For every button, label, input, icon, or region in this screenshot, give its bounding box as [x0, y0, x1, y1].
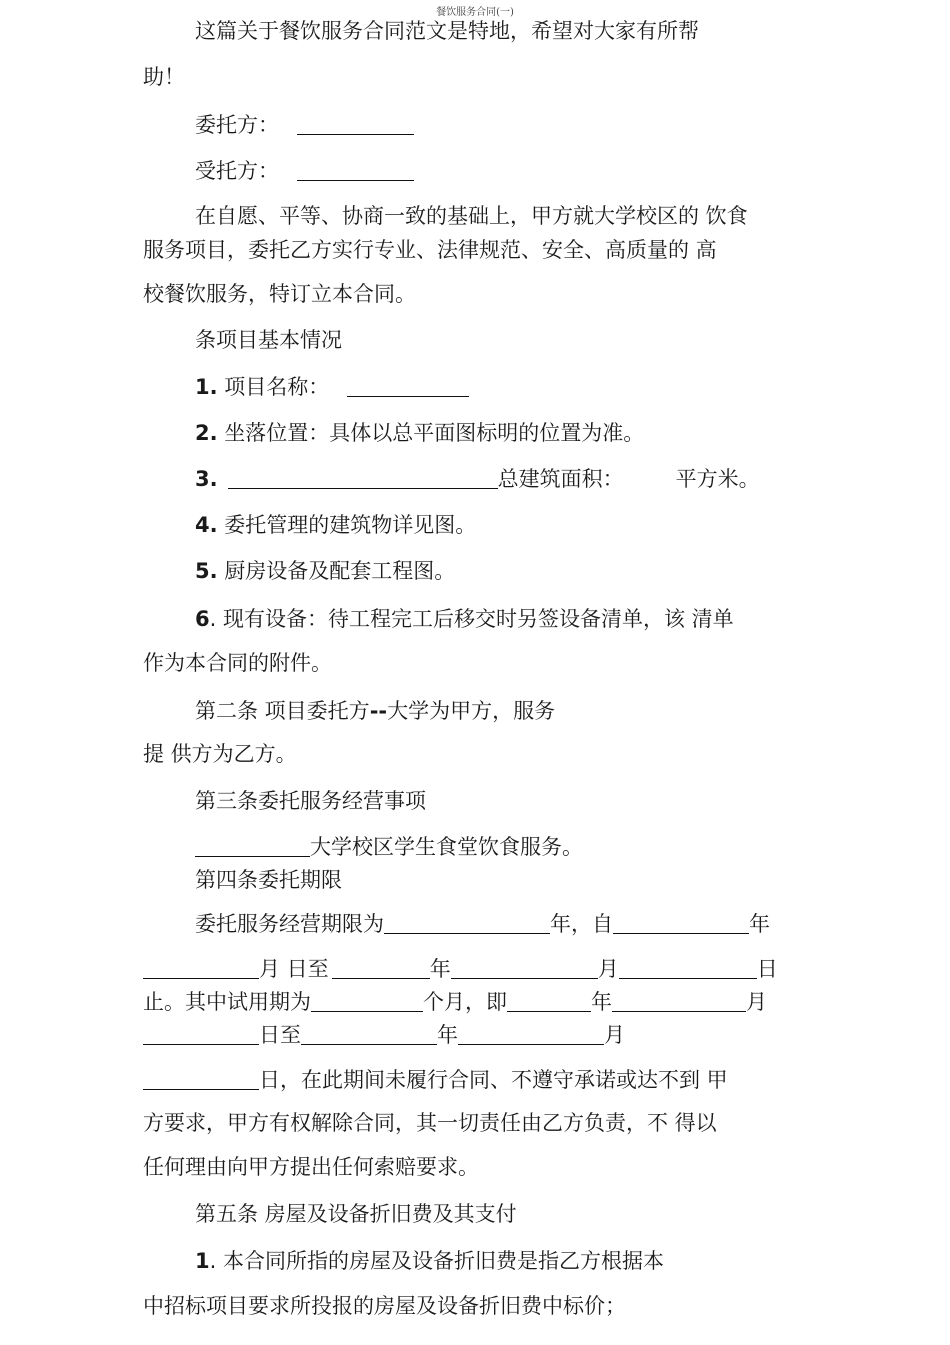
trial-end-year-blank: [301, 1024, 437, 1045]
intro-line-2: 助！: [143, 65, 185, 89]
term-line-6: 方要求，甲方有权解除合同，其一切责任由乙方负责，不 得以: [143, 1111, 717, 1135]
item-4-number: 4.: [195, 513, 218, 537]
article-3-text: [195, 833, 583, 861]
trial-end-month-unit: 月: [604, 1023, 625, 1047]
trial-end-year-unit: 年: [437, 1023, 458, 1047]
client-label: 委托方：: [195, 113, 279, 137]
item-1-text: 项目名称：: [224, 375, 330, 399]
trial-months-unit: 个月，即: [423, 990, 507, 1014]
trustee-line: [195, 157, 414, 185]
article-5-item-1-continuation: 中招标项目要求所投报的房屋及设备折旧费中标价；: [143, 1294, 626, 1318]
trial-start-year-blank: [507, 991, 591, 1012]
item-1-number: 1.: [195, 375, 218, 399]
trial-period-label: 止。其中试用期为: [143, 990, 311, 1014]
article-2-line-1: [195, 697, 555, 725]
item-5: [195, 557, 455, 585]
term-end-year-unit: 年: [429, 957, 451, 981]
end-year-blank: [332, 958, 430, 979]
article-4-title: 第四条委托期限: [195, 868, 342, 892]
item-6: [195, 605, 734, 633]
article-5-title: 第五条 房屋及设备折旧费及其支付: [195, 1202, 517, 1226]
article-2-dash: --: [369, 699, 388, 723]
term-years-blank: [384, 913, 550, 934]
trustee-label: 受托方：: [195, 159, 279, 183]
term-year-from: 年，自: [550, 912, 613, 936]
preamble-line-1: 在自愿、平等、协商一致的基础上，甲方就大学校区的 饮食: [195, 204, 748, 228]
item-3-number: 3.: [195, 467, 218, 491]
item-4-text: 委托管理的建筑物详见图。: [224, 513, 477, 537]
end-month-blank: [451, 958, 598, 979]
term-line-5-text: 日，在此期间未履行合同、不遵守承诺或达不到 甲: [259, 1068, 728, 1092]
client-blank: [297, 114, 414, 135]
article-2-text-a: 第二条 项目委托方: [195, 699, 370, 723]
trial-start-day-blank: [143, 1024, 259, 1045]
item-3-blank: [228, 468, 498, 489]
trial-day-to: 日至: [259, 1023, 301, 1047]
page-header: 餐饮服务合同(一): [436, 7, 514, 18]
item-3: [195, 465, 760, 493]
item-2-number: 2.: [195, 421, 218, 445]
term-year-unit: 年: [749, 912, 770, 936]
trial-end-month-blank: [458, 1024, 604, 1045]
term-line-1: [195, 910, 770, 938]
end-day-blank: [619, 958, 757, 979]
term-line-3: [143, 988, 767, 1016]
project-name-blank: [347, 376, 469, 397]
start-year-blank: [613, 913, 749, 934]
item-3-text: 总建筑面积：: [497, 467, 624, 491]
term-end-day-unit: 日: [756, 957, 778, 981]
term-line-2: [143, 955, 778, 983]
term-line-7: 任何理由向甲方提出任何索赔要求。: [143, 1155, 479, 1179]
article-5-item-1-text: . 本合同所指的房屋及设备折旧费是指乙方根据本: [209, 1249, 664, 1273]
article-3-blank: [195, 836, 310, 857]
article-2-line-2: 提 供方为乙方。: [143, 742, 297, 766]
term-end-month-unit: 月: [597, 957, 619, 981]
trial-end-day-blank: [143, 1069, 259, 1090]
item-4: [195, 511, 476, 539]
item-6-number: 6: [195, 607, 210, 631]
trial-start-month-blank: [612, 991, 746, 1012]
item-6-continuation: 作为本合同的附件。: [143, 651, 332, 675]
intro-line-1: 这篇关于餐饮服务合同范文是特地，希望对大家有所帮: [195, 19, 699, 43]
item-3-unit: 平方米。: [675, 467, 760, 491]
trial-month-unit: 月: [746, 990, 767, 1014]
trial-months-blank: [311, 991, 423, 1012]
start-month-blank: [143, 958, 259, 979]
preamble-line-2: 服务项目，委托乙方实行专业、法律规范、安全、高质量的 高: [143, 238, 717, 262]
preamble-line-3: 校餐饮服务，特订立本合同。: [143, 282, 416, 306]
item-5-number: 5.: [195, 559, 218, 583]
term-period-label: 委托服务经营期限为: [195, 912, 384, 936]
article-2-text-b: 大学为甲方，服务: [387, 699, 556, 723]
article-1-title: 条项目基本情况: [195, 328, 342, 352]
article-5-item-1-number: 1: [195, 1249, 210, 1273]
item-6-text: . 现有设备：待工程完工后移交时另签设备清单，该 清单: [209, 607, 734, 631]
item-2: [195, 419, 644, 447]
term-month-day-to: 月 日至: [259, 957, 329, 981]
item-1: [195, 373, 469, 401]
term-line-4: [143, 1021, 625, 1049]
item-5-text: 厨房设备及配套工程图。: [224, 559, 456, 583]
article-3-title: 第三条委托服务经营事项: [195, 789, 426, 813]
item-2-text: 坐落位置：具体以总平面图标明的位置为准。: [224, 421, 645, 445]
term-line-5: [143, 1066, 728, 1094]
article-3-content: 大学校区学生食堂饮食服务。: [310, 835, 583, 859]
client-line: [195, 111, 414, 139]
trial-year-unit: 年: [591, 990, 612, 1014]
trustee-blank: [297, 160, 414, 181]
article-5-item-1: [195, 1247, 664, 1275]
